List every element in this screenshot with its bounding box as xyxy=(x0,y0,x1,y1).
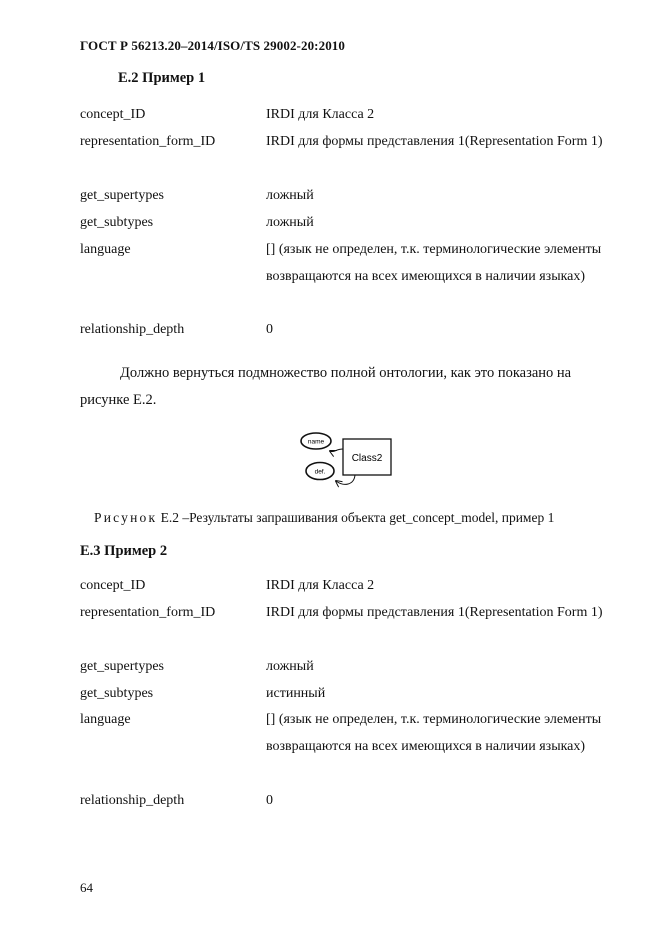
param-value: IRDI для формы представления 1(Representation Form 1) xyxy=(266,134,603,149)
param-value: 0 xyxy=(266,322,273,337)
class2-node xyxy=(343,439,391,475)
param-value: истинный xyxy=(266,686,326,701)
figure-caption xyxy=(94,510,554,526)
param-value: 0 xyxy=(266,793,273,808)
name-node xyxy=(301,433,331,449)
param-value: [] (язык не определен, т.к. терминологические элементы возвращаются на всех имеющихся в наличии языках) xyxy=(266,242,602,284)
param-value: [] (язык не определен, т.к. терминологические элементы возвращаются на всех имеющихся в наличии языках) xyxy=(266,712,602,754)
section-title-e3: Е.3 Пример 2 xyxy=(80,543,168,559)
param-key: get_subtypes xyxy=(80,686,154,701)
param-key: get_subtypes xyxy=(80,215,154,230)
param-key: concept_ID xyxy=(80,578,146,593)
param-key: relationship_depth xyxy=(80,322,185,337)
param-key: representation_form_ID xyxy=(80,134,216,149)
body-paragraph: Должно вернуться подмножество полной онтологии, как это показано на рисунке Е.2. xyxy=(80,365,572,408)
page-number: 64 xyxy=(80,880,93,895)
param-key: concept_ID xyxy=(80,107,146,122)
param-value: ложный xyxy=(266,659,314,674)
param-key: get_supertypes xyxy=(80,659,164,674)
name-node-label: name xyxy=(307,438,325,446)
figure-diagram xyxy=(290,425,402,495)
param-value: IRDI для Класса 2 xyxy=(266,578,375,593)
section-title-e2: Е.2 Пример 1 xyxy=(118,70,206,86)
def-relation-arrow xyxy=(336,475,355,484)
param-value: IRDI для формы представления 1(Representation Form 1) xyxy=(266,605,603,620)
param-key: language xyxy=(80,242,131,257)
param-value: ложный xyxy=(266,215,314,230)
param-key: get_supertypes xyxy=(80,188,164,203)
def-node xyxy=(306,463,334,480)
document-header: ГОСТ Р 56213.20–2014/ISO/TS 29002-20:2010 xyxy=(80,38,346,53)
figure-caption-prefix: Рисунок xyxy=(94,510,158,525)
param-value: ложный xyxy=(266,188,314,203)
figure-caption-text: Е.2 –Результаты запрашивания объекта get_concept_model, пример 1 xyxy=(160,510,555,525)
class2-node-label: Class2 xyxy=(351,453,383,464)
def-node-label: def. xyxy=(314,468,326,476)
name-relation-arrow xyxy=(330,449,343,452)
param-key: relationship_depth xyxy=(80,793,185,808)
param-value: IRDI для Класса 2 xyxy=(266,107,375,122)
param-key: language xyxy=(80,712,131,727)
param-key: representation_form_ID xyxy=(80,605,216,620)
